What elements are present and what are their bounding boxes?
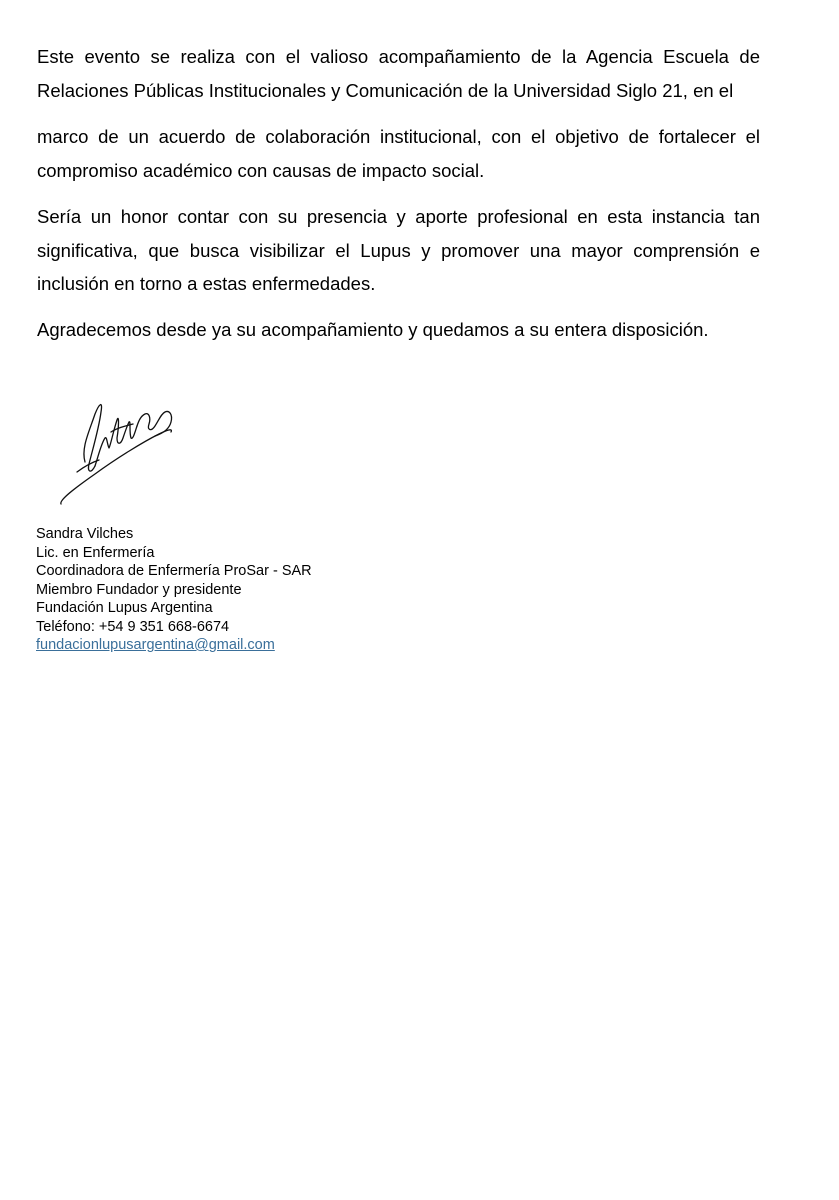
paragraph-1-line-1: Este evento se realiza con el valioso acompañamiento de la Agencia Escuela de [37,46,760,67]
signer-role-coordinator: Coordinadora de Enfermería ProSar - SAR [36,563,312,579]
signer-email-link[interactable]: fundacionlupusargentina@gmail.com [36,637,275,653]
signature-stroke-right [137,411,172,436]
paragraph-1 [37,40,760,107]
signer-role-founder: Miembro Fundador y presidente [36,581,242,598]
signer-name: Sandra Vilches [36,526,134,542]
signer-phone: Teléfono: +54 9 351 668-6674 [36,618,230,635]
signature-stroke-sweep [61,430,172,504]
paragraph-1-line-3: marco de un acuerdo de colaboración institucional, con el objetivo de fortalecer el [37,126,760,147]
paragraph-2 [37,200,760,301]
paragraph-1-line-4: compromiso académico con causas de impacto social. [37,159,485,181]
handwritten-signature [55,392,180,510]
paragraph-2-line-3: inclusión en torno a estas enfermedades. [37,273,376,294]
paragraph-2-line-2: significativa, que busca visibilizar el Lupus y promover una mayor comprensión e [37,239,760,261]
paragraph-3 [37,313,760,347]
signer-degree: Lic. en Enfermería [36,544,155,561]
signer-organization: Fundación Lupus Argentina [36,600,213,616]
paragraph-2-line-1: Sería un honor contar con su presencia y aporte profesional en esta instancia tan [37,206,760,227]
paragraph-3-line-1: Agradecemos desde ya su acompañamiento y quedamos a su entera disposición. [37,319,709,340]
signature-stroke-s [84,405,102,471]
paragraph-1-continued [37,120,760,187]
paragraph-1-line-2: Relaciones Públicas Institucionales y Comunicación de la Universidad Siglo 21, en el [37,79,734,101]
signature-block [36,525,312,655]
